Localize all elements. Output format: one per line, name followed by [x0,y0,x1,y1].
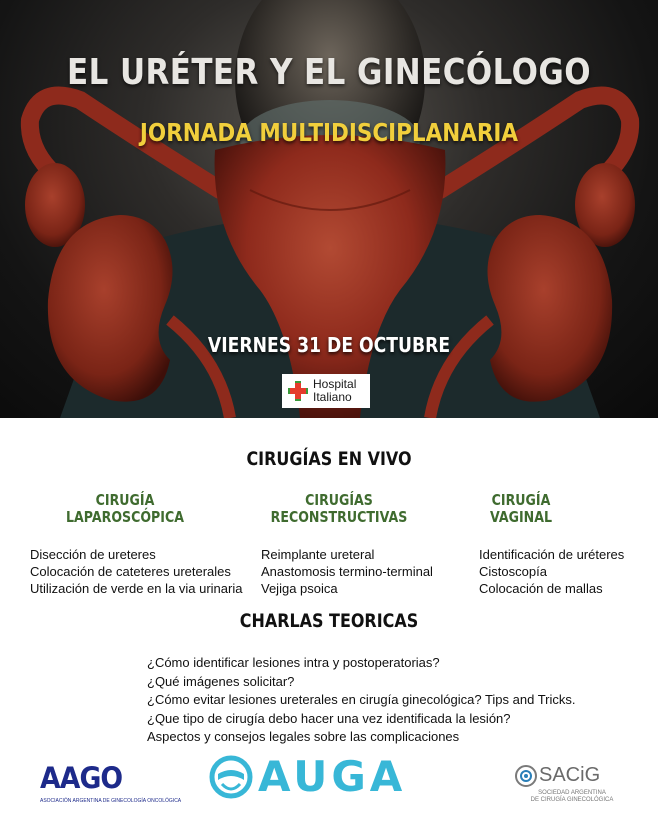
sacig-tagline-line2: DE CIRUGÍA GINECOLÓGICA [530,797,614,803]
list-item: Cistoscopía [479,564,547,579]
aago-wordmark: AAGO [40,761,123,795]
vaginal-list [479,546,624,597]
list-item: Colocación de cateteres ureterales [30,564,231,579]
column-vaginal-title [475,492,567,526]
list-item: ¿Cómo identificar lesiones intra y postoperatorias? [147,655,440,670]
list-item: ¿Cómo evitar lesiones ureterales en cirugía ginecológica? Tips and Tricks. [147,692,576,707]
list-item: Anastomosis termino-terminal [261,564,433,579]
live-surgery-heading: CIRUGÍAS EN VIVO [246,448,412,470]
auga-logo [208,752,423,802]
list-item: Vejiga psoica [261,581,338,596]
event-date: VIERNES 31 DE OCTUBRE [207,333,451,357]
sacig-wordmark: SACiG [539,764,601,786]
column-title-line2: LAPAROSCÓPICA [66,508,184,526]
sacig-tagline [524,790,620,804]
talks-list [147,654,576,747]
column-title-line1: CIRUGÍA [95,491,155,509]
reconstructive-list [261,546,433,597]
laparoscopic-list [30,546,242,597]
hospital-name-line2: Italiano [313,390,352,404]
list-item: Identificación de uréteres [479,547,625,562]
aago-tagline: ASOCIACIÓN ARGENTINA DE GINECOLOGÍA ONCOLÓGICA [40,798,182,804]
hospital-italiano-logo [282,374,370,408]
list-item: ¿Que tipo de cirugía debo hacer una vez identificada la lesión? [147,710,511,726]
list-item: Colocación de mallas [479,581,603,596]
sacig-tagline-line1: SOCIEDAD ARGENTINA [538,790,606,796]
list-item: Aspectos y consejos legales sobre las complicaciones [147,729,460,744]
auga-emblem-icon [208,754,254,800]
event-title: EL URÉTER Y EL GINECÓLOGO [67,52,591,93]
left-kidney [48,215,173,402]
column-laparoscopic-title [54,492,197,526]
theory-talks-heading: CHARLAS TEORICAS [239,610,419,632]
right-kidney [488,215,613,402]
column-title-line1: CIRUGÍA [491,491,551,509]
list-item: ¿Qué imágenes solicitar? [147,673,295,689]
list-item: Disección de ureteres [30,547,156,562]
aago-logo [40,761,182,805]
sacig-emblem-icon [514,764,538,788]
red-cross-icon [288,381,308,401]
hospital-name [313,378,370,404]
event-subtitle: JORNADA MULTIDISCIPLANARIA [139,118,519,147]
sacig-logo [512,762,622,808]
hospital-name-line1: Hospital [313,377,357,391]
column-title-line2: RECONSTRUCTIVAS [270,508,408,526]
list-item: Reimplante ureteral [261,547,375,562]
column-title-line2: VAGINAL [489,508,553,526]
column-title-line1: CIRUGÍAS [305,491,373,509]
auga-wordmark: AUGA [258,752,407,801]
list-item: Utilización de verde en la via urinaria [30,581,243,596]
column-reconstructive-title [268,492,411,526]
